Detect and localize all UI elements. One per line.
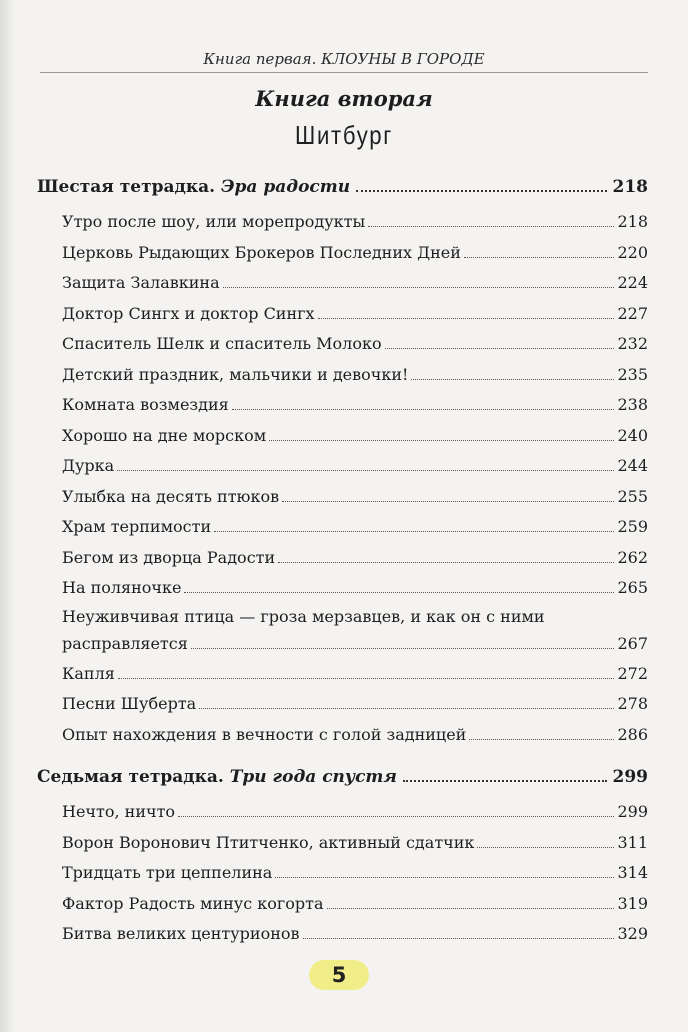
- page-edge-shadow: [0, 0, 14, 1032]
- toc-entry[interactable]: [37, 268, 648, 299]
- toc-entry[interactable]: [37, 512, 648, 543]
- page-number: 227: [617, 303, 648, 323]
- leader-dots: [385, 348, 615, 349]
- entry-title-line2: расправляется: [62, 633, 188, 653]
- toc-entry[interactable]: [37, 889, 648, 920]
- leader-dots: [411, 379, 614, 380]
- leader-dots: [199, 708, 614, 709]
- entry-title: Хорошо на дне морском: [62, 425, 267, 445]
- toc-entry[interactable]: [37, 919, 648, 950]
- leader-dots: [184, 592, 614, 593]
- entry-title: Детский праздник, мальчики и девочки!: [62, 364, 409, 384]
- entry-title: Церковь Рыдающих Брокеров Последних Дней: [62, 242, 461, 262]
- part-label: Седьмая тетрадка.: [37, 767, 224, 787]
- leader-dots: [356, 190, 606, 192]
- toc-entry[interactable]: [37, 858, 648, 889]
- leader-dots: [191, 648, 615, 649]
- leader-dots: [117, 470, 614, 471]
- page-number: 262: [617, 547, 648, 567]
- page-number: 218: [617, 212, 648, 231]
- entry-title-line1: Неуживчивая птица — гроза мерзавцев, и как он с ними: [62, 606, 545, 626]
- entry-title: Песни Шуберта: [62, 694, 197, 713]
- toc-entry[interactable]: [37, 659, 648, 690]
- entry-title: Фактор Радость минус когорта: [62, 893, 324, 913]
- page-number: 329: [617, 924, 648, 943]
- toc-entry[interactable]: [37, 390, 648, 421]
- entry-title: Спаситель Шелк и спаситель Молоко: [62, 334, 382, 353]
- leader-dots: [303, 938, 615, 939]
- toc-entry[interactable]: [37, 720, 648, 751]
- leader-dots: [178, 816, 614, 817]
- page-number: 259: [617, 517, 648, 536]
- entry-title: Бегом из дворца Радости: [62, 547, 276, 567]
- page-number: 319: [617, 893, 648, 913]
- entry-title: Опыт нахождения в вечности с голой задницей: [62, 724, 467, 744]
- section-gap: [37, 750, 648, 762]
- page-number: 235: [617, 364, 648, 384]
- entry-title: Дурка: [62, 456, 115, 475]
- entry-title: Улыбка на десять птюков: [62, 486, 280, 506]
- page-number-badge: 5: [309, 960, 369, 990]
- toc-entry[interactable]: [37, 604, 648, 659]
- entry-title: Защита Залавкина: [62, 273, 220, 292]
- page-number: 244: [617, 456, 648, 475]
- page-number: 314: [617, 863, 648, 882]
- table-of-contents: [37, 172, 648, 950]
- entry-title: Капля: [62, 663, 115, 683]
- leader-dots: [232, 409, 615, 410]
- entry-title: Битва великих центурионов: [62, 924, 300, 943]
- page-number: 238: [617, 395, 648, 414]
- leader-dots: [223, 287, 615, 288]
- entry-title: Комната возмездия: [62, 395, 229, 414]
- toc-entry[interactable]: [37, 329, 648, 360]
- leader-dots: [214, 531, 614, 532]
- page-number: 278: [617, 694, 648, 713]
- leader-dots: [282, 501, 614, 502]
- part-title: Три года спустя: [229, 767, 397, 787]
- toc-entry[interactable]: [37, 360, 648, 391]
- toc-entry[interactable]: [37, 207, 648, 238]
- leader-dots: [269, 440, 614, 441]
- entry-title: Нечто, ничто: [62, 802, 176, 821]
- page-number: 299: [612, 767, 648, 787]
- part-title: Эра радости: [221, 177, 351, 197]
- running-header: Книга первая. КЛОУНЫ В ГОРОДЕ: [203, 50, 485, 68]
- page-number: 224: [617, 273, 648, 292]
- book-subtitle: Шитбург: [295, 120, 393, 150]
- page-number: 220: [617, 242, 648, 262]
- page-number: 267: [617, 633, 648, 653]
- page-number: 311: [617, 832, 648, 852]
- toc-entry[interactable]: [37, 689, 648, 720]
- part-label: Шестая тетрадка.: [37, 177, 216, 197]
- entry-title: Ворон Воронович Птитченко, активный сдатчик: [62, 832, 475, 852]
- toc-entry[interactable]: [37, 421, 648, 452]
- entry-title: Тридцать три цеппелина: [62, 863, 273, 882]
- leader-dots: [318, 318, 615, 319]
- page-number: 218: [612, 177, 648, 197]
- page-number: 265: [617, 578, 648, 597]
- leader-dots: [275, 877, 614, 878]
- leader-dots: [477, 847, 614, 848]
- leader-dots: [327, 908, 615, 909]
- toc-entry[interactable]: [37, 482, 648, 513]
- entry-title: Доктор Сингх и доктор Сингх: [62, 303, 315, 323]
- leader-dots: [118, 678, 615, 679]
- toc-entry[interactable]: [37, 299, 648, 330]
- leader-dots: [403, 780, 607, 782]
- header-rule: [40, 72, 648, 73]
- toc-entry[interactable]: [37, 828, 648, 859]
- leader-dots: [464, 257, 615, 258]
- leader-dots: [469, 739, 614, 740]
- toc-entry[interactable]: [37, 451, 648, 482]
- page-number: 232: [617, 334, 648, 353]
- leader-dots: [278, 562, 614, 563]
- page-number: 255: [617, 486, 648, 506]
- book-title: Книга вторая: [255, 86, 433, 111]
- toc-entry[interactable]: [37, 797, 648, 828]
- page-number: 240: [617, 425, 648, 445]
- toc-entry[interactable]: [37, 573, 648, 604]
- leader-dots: [368, 226, 614, 227]
- entry-title: На поляночке: [62, 578, 182, 597]
- page-number: 299: [617, 802, 648, 821]
- part-heading[interactable]: [37, 172, 648, 203]
- entry-title: Храм терпимости: [62, 517, 212, 536]
- page-number: 272: [617, 663, 648, 683]
- toc-entry[interactable]: [37, 543, 648, 574]
- part-heading[interactable]: [37, 762, 648, 793]
- toc-entry[interactable]: [37, 238, 648, 269]
- page-number: 286: [617, 724, 648, 744]
- entry-title: Утро после шоу, или морепродукты: [62, 212, 366, 231]
